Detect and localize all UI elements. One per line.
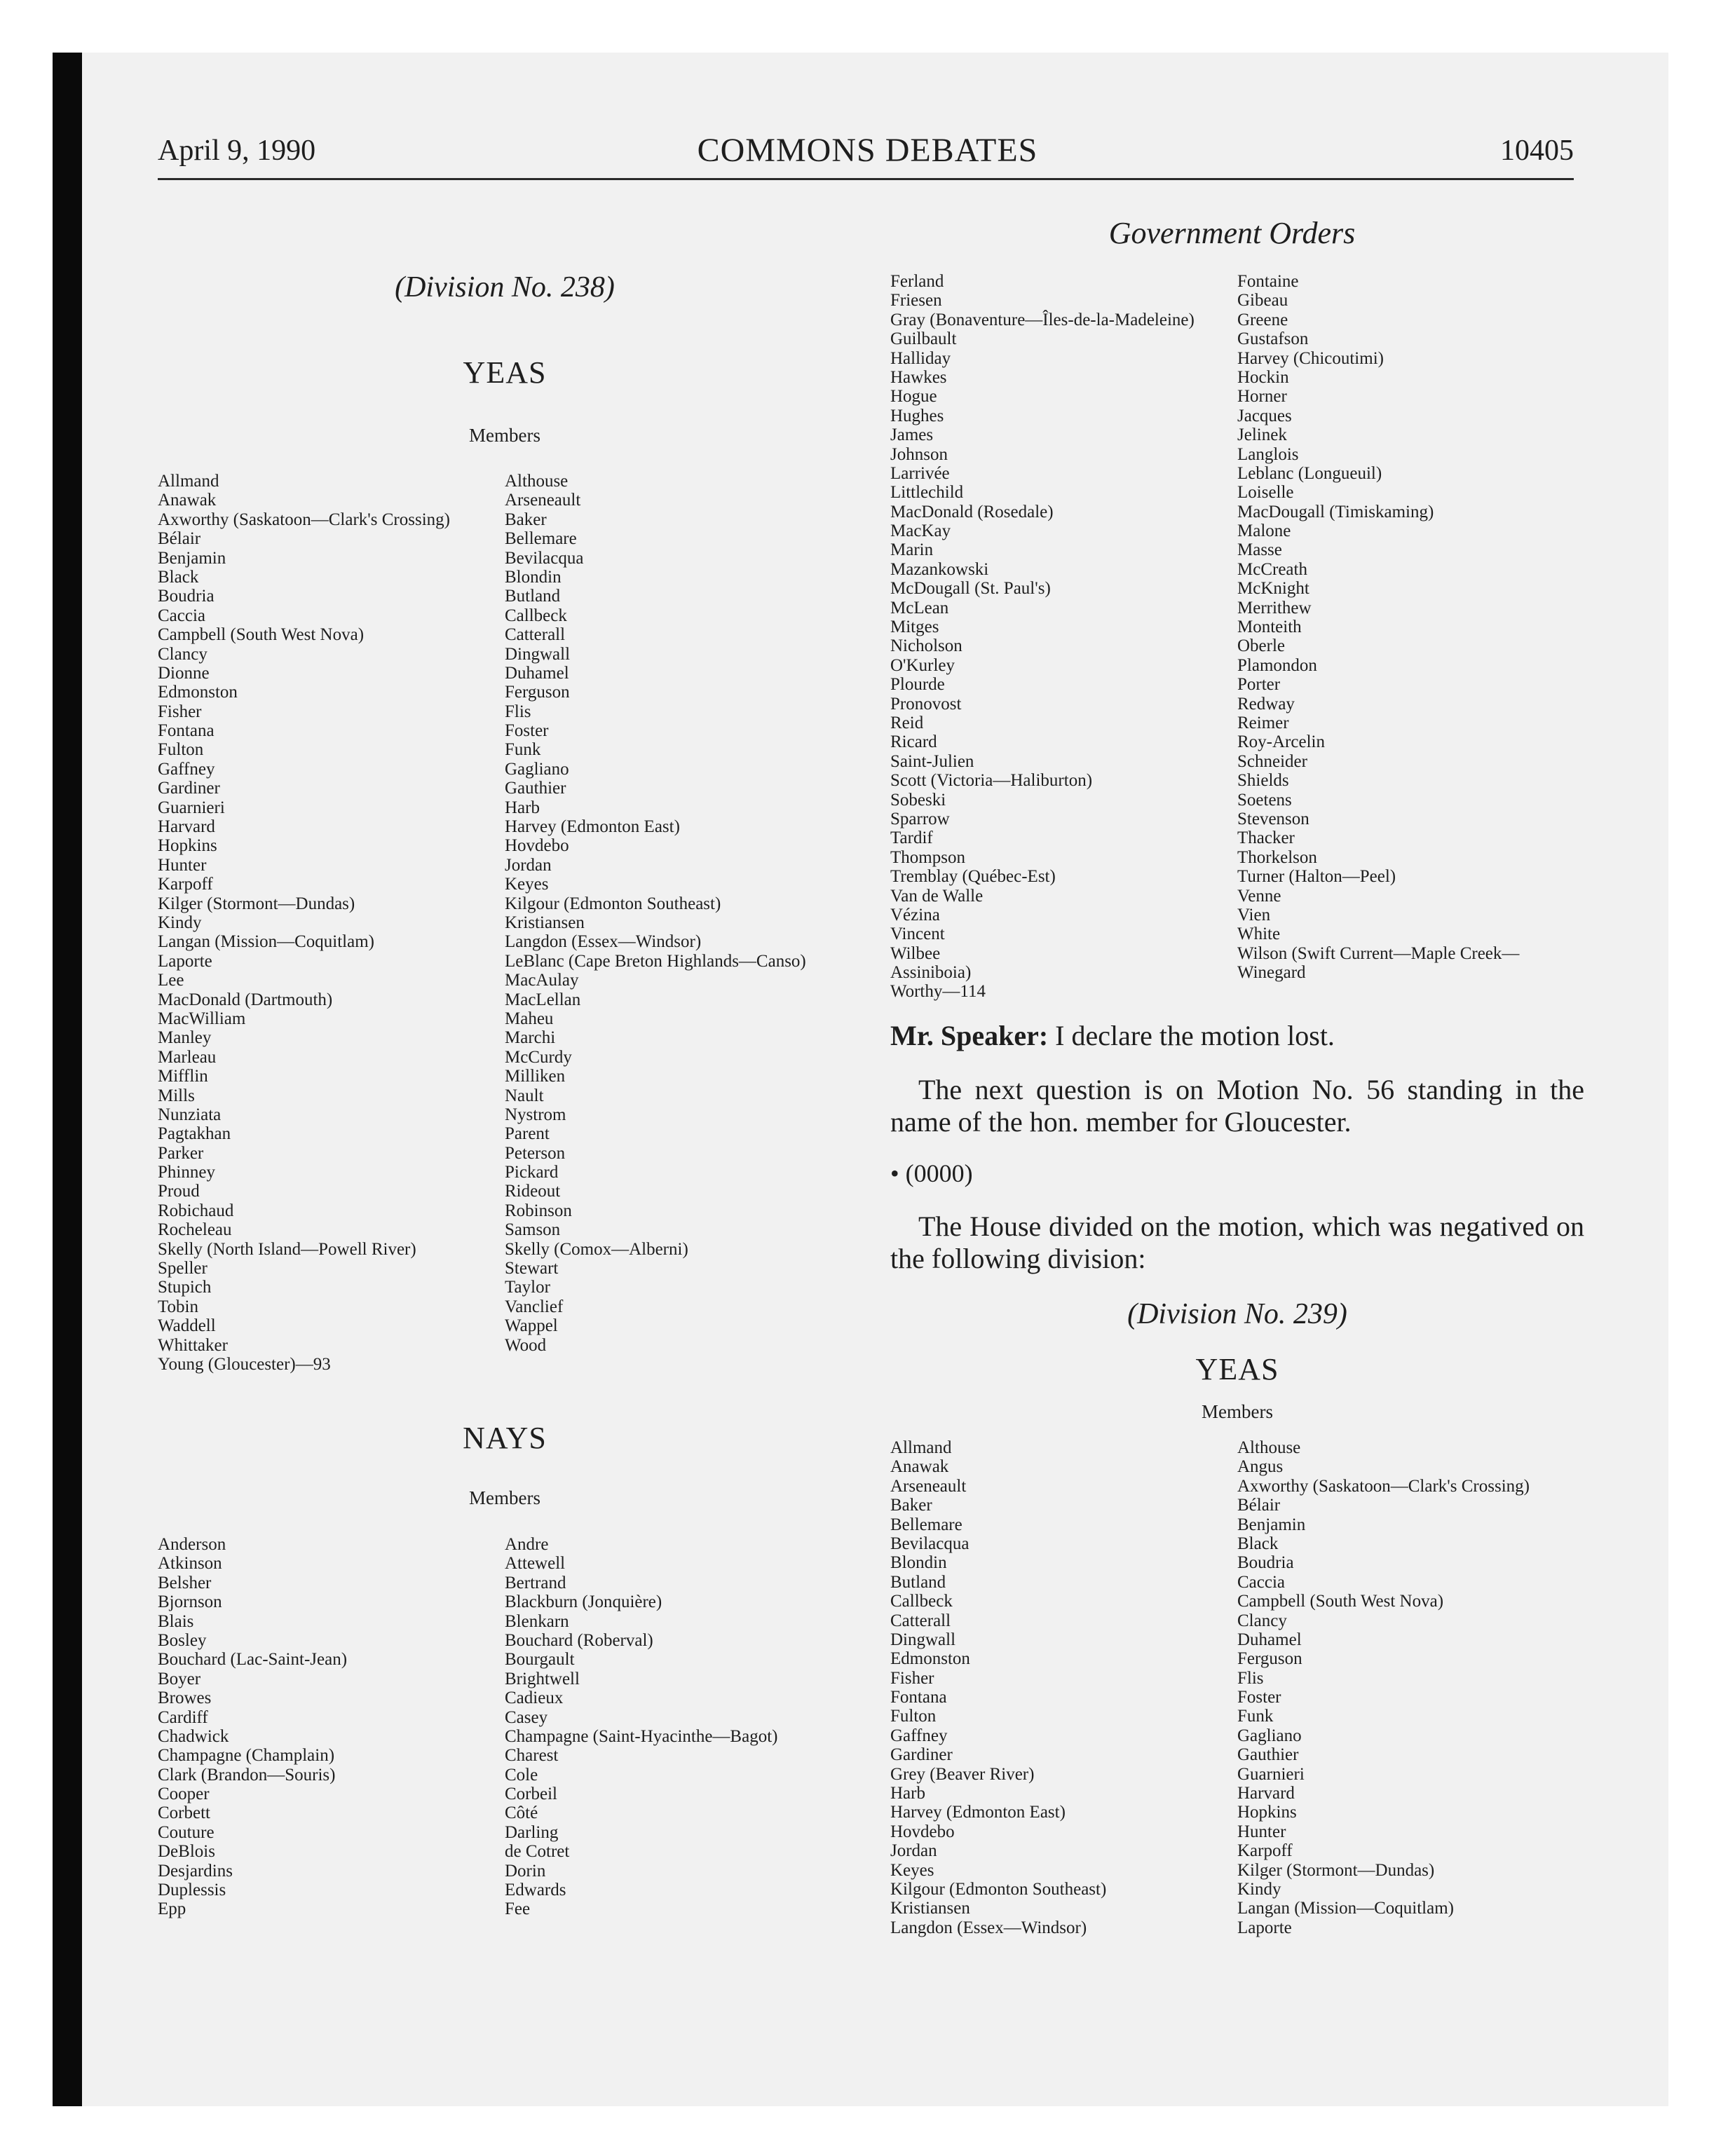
member-name: Van de Walle <box>890 886 984 906</box>
member-name: DeBlois <box>158 1842 215 1862</box>
member-name: Clark (Brandon—Souris) <box>158 1765 336 1785</box>
member-name: Fontana <box>890 1688 947 1707</box>
member-name: Jordan <box>890 1841 937 1861</box>
member-name: Duhamel <box>505 663 569 683</box>
member-name: Grey (Beaver River) <box>890 1764 1035 1784</box>
member-name: Jordan <box>505 855 552 875</box>
member-name: Merrithew <box>1237 598 1312 618</box>
member-name: Campbell (South West Nova) <box>158 625 365 645</box>
member-name: Andre <box>505 1535 549 1554</box>
member-name: Stewart <box>505 1259 559 1278</box>
member-name: Althouse <box>505 472 569 491</box>
member-name: Duplessis <box>158 1881 226 1900</box>
member-name: Wilbee <box>890 943 941 963</box>
member-name: MacLellan <box>505 990 581 1009</box>
member-name: Ferland <box>890 272 944 291</box>
member-name: Wappel <box>505 1316 558 1336</box>
member-name: Black <box>1237 1534 1279 1553</box>
member-name: Taylor <box>505 1278 550 1297</box>
member-name: Tobin <box>158 1297 198 1316</box>
member-name: McCreath <box>1237 559 1307 579</box>
member-name: Pickard <box>505 1163 559 1182</box>
member-name: Saint-Julien <box>890 751 974 771</box>
member-name: Foster <box>505 721 549 741</box>
division-238-nays-column-1 <box>158 1535 347 1919</box>
speaker-name: Mr. Speaker: <box>890 1020 1049 1051</box>
member-name: Manley <box>158 1028 212 1048</box>
member-name: MacDougall (Timiskaming) <box>1237 502 1434 521</box>
member-name: Harvard <box>1237 1784 1295 1803</box>
member-name: Parent <box>505 1124 550 1144</box>
member-name: Edmonston <box>158 683 238 702</box>
division-239-yeas-heading: YEAS <box>1195 1352 1279 1386</box>
member-name: Hovdebo <box>890 1822 955 1841</box>
member-name: Kilger (Stormont—Dundas) <box>158 894 355 913</box>
member-name: Hopkins <box>1237 1803 1297 1822</box>
member-name: Hockin <box>1237 367 1289 387</box>
member-name: Pronovost <box>890 694 962 714</box>
member-name: Hunter <box>1237 1822 1286 1841</box>
member-name: Arseneault <box>890 1476 967 1496</box>
member-name: Funk <box>1237 1707 1274 1726</box>
member-name: Shields <box>1237 771 1289 791</box>
member-name: James <box>890 425 934 445</box>
member-name: Chadwick <box>158 1726 229 1746</box>
member-name: Bourgault <box>505 1650 575 1670</box>
member-name: Turner (Halton—Peel) <box>1237 867 1396 887</box>
header-rule <box>158 178 1574 180</box>
member-name: Mills <box>158 1086 195 1105</box>
member-name: Johnson <box>890 444 948 464</box>
member-name: Langdon (Essex—Windsor) <box>890 1918 1087 1937</box>
member-name: Baker <box>890 1496 932 1515</box>
member-name: Mifflin <box>158 1067 208 1086</box>
member-name: Fulton <box>158 740 204 760</box>
member-name: Kristiansen <box>505 913 585 932</box>
member-name: Browes <box>158 1688 212 1708</box>
member-name: Reid <box>890 713 924 732</box>
member-name: Desjardins <box>158 1861 233 1881</box>
division-239-yeas-column-2 <box>1237 1438 1530 1937</box>
member-name: Plourde <box>890 675 945 695</box>
member-name: Gibeau <box>1237 291 1288 311</box>
member-name: Maheu <box>505 1009 554 1028</box>
member-name: Charest <box>505 1746 559 1766</box>
member-name: Fulton <box>890 1707 937 1726</box>
member-name: Bosley <box>158 1630 207 1650</box>
member-name: Anderson <box>158 1535 226 1554</box>
member-name: Nunziata <box>158 1105 222 1124</box>
member-name: McLean <box>890 598 949 618</box>
next-question-paragraph: The next question is on Motion No. 56 standing in the name of the hon. member for Gloucester. <box>890 1074 1584 1138</box>
division-239-yeas-column-1 <box>890 1438 1106 1937</box>
division-238-yeas-heading: YEAS <box>463 355 547 390</box>
member-name: Speller <box>158 1259 207 1278</box>
division-238-nays-column-4 <box>1237 272 1519 982</box>
member-name: Peterson <box>505 1143 566 1163</box>
member-name: Soetens <box>1237 790 1292 810</box>
member-name: Robichaud <box>158 1201 234 1220</box>
member-name: Baker <box>505 510 547 529</box>
member-name: Kindy <box>158 913 202 932</box>
member-name: Côté <box>505 1803 538 1823</box>
member-name: Couture <box>158 1822 215 1842</box>
member-name: Mazankowski <box>890 559 989 579</box>
member-name: Assiniboia) <box>890 963 972 983</box>
member-name: Guilbault <box>890 329 957 349</box>
member-name: Harvey (Chicoutimi) <box>1237 348 1384 368</box>
member-name: Hovdebo <box>505 836 569 856</box>
member-name: MacKay <box>890 521 951 541</box>
member-name: Kilgour (Edmonton Southeast) <box>890 1879 1107 1899</box>
member-name: Laporte <box>158 951 212 971</box>
division-238-nays-members-label: Members <box>469 1487 540 1508</box>
member-name: Proud <box>158 1182 200 1201</box>
member-name: Nystrom <box>505 1105 566 1124</box>
member-name: Clancy <box>1237 1611 1287 1630</box>
member-name: Young (Gloucester)—93 <box>158 1354 331 1374</box>
member-name: Gauthier <box>505 779 566 798</box>
member-name: Thacker <box>1237 828 1295 848</box>
member-name: Kilgour (Edmonton Southeast) <box>505 894 721 913</box>
member-name: Bouchard (Roberval) <box>505 1630 653 1650</box>
member-name: Anawak <box>890 1457 949 1477</box>
member-name: Skelly (North Island—Powell River) <box>158 1239 416 1259</box>
member-name: Champagne (Champlain) <box>158 1746 335 1766</box>
member-name: Venne <box>1237 886 1281 906</box>
member-name: Campbell (South West Nova) <box>1237 1592 1444 1611</box>
member-name: Wilson (Swift Current—Maple Creek— <box>1237 943 1520 963</box>
member-name: Marchi <box>505 1028 556 1048</box>
member-name: Guarnieri <box>158 798 225 817</box>
member-name: Wood <box>505 1335 547 1355</box>
house-divided-paragraph: The House divided on the motion, which was negatived on the following division: <box>890 1210 1584 1274</box>
member-name: Attewell <box>505 1554 566 1574</box>
division-238-yeas-column-1 <box>158 472 450 1374</box>
member-name: Edwards <box>505 1881 566 1900</box>
publication-title: COMMONS DEBATES <box>697 132 1038 169</box>
member-name: Langdon (Essex—Windsor) <box>505 932 702 952</box>
member-name: Tremblay (Québec-Est) <box>890 867 1056 887</box>
member-name: Ricard <box>890 732 937 752</box>
member-name: Duhamel <box>1237 1630 1302 1649</box>
member-name: Rideout <box>505 1182 561 1201</box>
speaker-statement <box>890 1020 1584 1052</box>
member-name: Skelly (Comox—Alberni) <box>505 1239 688 1259</box>
member-name: Stevenson <box>1237 809 1309 828</box>
member-name: Benjamin <box>1237 1515 1306 1534</box>
member-name: Boyer <box>158 1669 201 1688</box>
member-name: Keyes <box>890 1860 934 1880</box>
member-name: Bouchard (Lac-Saint-Jean) <box>158 1650 348 1670</box>
member-name: MacDonald (Rosedale) <box>890 502 1054 521</box>
member-name: Hughes <box>890 406 944 425</box>
member-name: Malone <box>1237 521 1291 541</box>
member-name: Allmand <box>890 1438 952 1457</box>
member-name: Rocheleau <box>158 1220 232 1240</box>
member-name: Gaffney <box>158 759 215 779</box>
division-238-title: (Division No. 238) <box>395 271 615 303</box>
member-name: Gauthier <box>1237 1745 1299 1765</box>
member-name: Harb <box>505 798 540 817</box>
member-name: Loiselle <box>1237 483 1294 503</box>
member-name: Sobeski <box>890 790 946 810</box>
member-name: Harvard <box>158 817 215 837</box>
member-name: Dingwall <box>505 644 571 664</box>
member-name: Whittaker <box>158 1335 228 1355</box>
member-name: Bjornson <box>158 1592 222 1612</box>
member-name: Monteith <box>1237 618 1302 637</box>
member-name: Bertrand <box>505 1573 566 1592</box>
member-name: Porter <box>1237 675 1281 695</box>
member-name: Guarnieri <box>1237 1764 1305 1784</box>
member-name: Halliday <box>890 348 951 368</box>
page-date: April 9, 1990 <box>158 135 316 167</box>
member-name: Corbeil <box>505 1785 557 1804</box>
member-name: Ferguson <box>1237 1649 1302 1669</box>
member-name: Catterall <box>505 625 566 645</box>
member-name: Gustafson <box>1237 329 1309 349</box>
member-name: Boudria <box>158 587 215 606</box>
member-name: Harvey (Edmonton East) <box>890 1803 1066 1822</box>
member-name: Darling <box>505 1822 559 1842</box>
member-name: Boudria <box>1237 1553 1294 1573</box>
member-name: Bélair <box>1237 1496 1281 1515</box>
member-name: Cadieux <box>505 1688 564 1708</box>
member-name: Schneider <box>1237 751 1307 771</box>
division-238-yeas-members-label: Members <box>469 425 540 446</box>
member-name: Robinson <box>505 1201 572 1220</box>
member-name: Belsher <box>158 1573 212 1592</box>
member-name: Greene <box>1237 310 1288 329</box>
member-name: McCurdy <box>505 1047 572 1067</box>
member-name: MacDonald (Dartmouth) <box>158 990 333 1009</box>
member-name: Waddell <box>158 1316 216 1336</box>
member-name: Plamondon <box>1237 655 1317 675</box>
member-name: Bevilacqua <box>890 1534 969 1553</box>
member-name: Vien <box>1237 905 1271 925</box>
member-name: Fisher <box>158 702 202 721</box>
member-name: Reimer <box>1237 713 1289 732</box>
member-name: Hopkins <box>158 836 217 856</box>
member-name: Flis <box>1237 1668 1264 1688</box>
member-name: Thompson <box>890 847 965 867</box>
member-name: Anawak <box>158 491 217 510</box>
member-name: Gardiner <box>890 1745 953 1765</box>
member-name: Blondin <box>890 1553 947 1573</box>
member-name: Caccia <box>158 606 206 625</box>
member-name: Samson <box>505 1220 561 1240</box>
member-name: McKnight <box>1237 579 1309 599</box>
member-name: Scott (Victoria—Haliburton) <box>890 771 1093 791</box>
member-name: Langan (Mission—Coquitlam) <box>158 932 374 952</box>
member-name: Butland <box>890 1572 946 1592</box>
member-name: Kindy <box>1237 1879 1281 1899</box>
member-name: McDougall (St. Paul's) <box>890 579 1051 599</box>
member-name: Kristiansen <box>890 1899 970 1918</box>
division-238-yeas-column-2 <box>505 472 806 1355</box>
member-name: Brightwell <box>505 1669 580 1688</box>
member-name: Althouse <box>1237 1438 1301 1457</box>
member-name: Larrivée <box>890 463 950 483</box>
member-name: Allmand <box>158 472 219 491</box>
member-name: Stupich <box>158 1278 212 1297</box>
section-heading: Government Orders <box>1108 216 1356 250</box>
member-name: Masse <box>1237 540 1282 560</box>
member-name: Axworthy (Saskatoon—Clark's Crossing) <box>1237 1476 1530 1496</box>
member-name: Angus <box>1237 1457 1284 1477</box>
division-239-yeas-members-label: Members <box>1202 1401 1273 1422</box>
member-name: Langan (Mission—Coquitlam) <box>1237 1899 1454 1918</box>
member-name: Milliken <box>505 1067 566 1086</box>
member-name: Cardiff <box>158 1707 208 1727</box>
member-name: Laporte <box>1237 1918 1292 1937</box>
member-name: Karpoff <box>158 875 213 894</box>
member-name: Winegard <box>1237 963 1306 983</box>
member-name: Jacques <box>1237 406 1292 425</box>
member-name: de Cotret <box>505 1842 570 1862</box>
member-name: Marin <box>890 540 934 560</box>
member-name: Vanclief <box>505 1297 564 1316</box>
member-name: Jelinek <box>1237 425 1287 445</box>
member-name: Langlois <box>1237 444 1299 464</box>
member-name: Vincent <box>890 925 945 944</box>
member-name: Worthy—114 <box>890 982 986 1002</box>
page-number: 10405 <box>1500 135 1574 167</box>
member-name: Harvey (Edmonton East) <box>505 817 680 837</box>
member-name: Bélair <box>158 529 201 549</box>
member-name: Gardiner <box>158 779 220 798</box>
member-name: Kilger (Stormont—Dundas) <box>1237 1860 1435 1880</box>
member-name: White <box>1237 925 1281 944</box>
member-name: Karpoff <box>1237 1841 1293 1861</box>
member-name: Gaffney <box>890 1726 948 1745</box>
member-name: Gagliano <box>1237 1726 1302 1745</box>
member-name: MacAulay <box>505 971 579 990</box>
member-name: Friesen <box>890 291 942 311</box>
member-name: Dingwall <box>890 1630 956 1649</box>
member-name: LeBlanc (Cape Breton Highlands—Canso) <box>505 951 806 971</box>
member-name: Black <box>158 567 199 587</box>
member-name: Leblanc (Longueuil) <box>1237 463 1382 483</box>
member-name: Butland <box>505 587 561 606</box>
member-name: Fontana <box>158 721 215 741</box>
member-name: Mitges <box>890 618 939 637</box>
member-name: Fontaine <box>1237 272 1299 291</box>
timestamp-marker: • (0000) <box>890 1159 973 1187</box>
member-name: Blackburn (Jonquière) <box>505 1592 662 1612</box>
member-name: Cole <box>505 1765 538 1785</box>
member-name: Pagtakhan <box>158 1124 231 1144</box>
member-name: Corbett <box>158 1803 210 1823</box>
member-name: Funk <box>505 740 541 760</box>
member-name: Harb <box>890 1784 925 1803</box>
member-name: Flis <box>505 702 531 721</box>
member-name: Benjamin <box>158 548 226 568</box>
member-name: Bellemare <box>505 529 577 549</box>
member-name: Hogue <box>890 387 937 407</box>
speaker-text: I declare the motion lost. <box>1055 1020 1335 1051</box>
member-name: Edmonston <box>890 1649 970 1669</box>
division-238-nays-column-3 <box>890 272 1195 1002</box>
member-name: Fisher <box>890 1668 934 1688</box>
member-name: Blondin <box>505 567 562 587</box>
member-name: Tardif <box>890 828 933 848</box>
member-name: Parker <box>158 1143 204 1163</box>
member-name: Phinney <box>158 1163 215 1182</box>
member-name: Cooper <box>158 1785 210 1804</box>
division-239-title: (Division No. 239) <box>1127 1298 1347 1330</box>
member-name: Marleau <box>158 1047 217 1067</box>
member-name: Caccia <box>1237 1572 1286 1592</box>
member-name: Nault <box>505 1086 544 1105</box>
member-name: Bellemare <box>890 1515 962 1534</box>
member-name: Sparrow <box>890 809 950 828</box>
member-name: Champagne (Saint-Hyacinthe—Bagot) <box>505 1726 778 1746</box>
member-name: Blais <box>158 1611 194 1631</box>
member-name: Hunter <box>158 855 207 875</box>
member-name: Horner <box>1237 387 1287 407</box>
member-name: Clancy <box>158 644 207 664</box>
member-name: Gagliano <box>505 759 569 779</box>
member-name: Vézina <box>890 905 940 925</box>
member-name: Callbeck <box>890 1592 953 1611</box>
member-name: O'Kurley <box>890 655 955 675</box>
member-name: Roy-Arcelin <box>1237 732 1325 752</box>
member-name: Foster <box>1237 1688 1281 1707</box>
member-name: Casey <box>505 1707 548 1727</box>
member-name: Gray (Bonaventure—Îles-de-la-Madeleine) <box>890 310 1195 329</box>
member-name: Dorin <box>505 1861 546 1881</box>
member-name: Callbeck <box>505 606 567 625</box>
member-name: Epp <box>158 1899 186 1919</box>
member-name: Atkinson <box>158 1554 222 1574</box>
member-name: Arseneault <box>505 491 581 510</box>
member-name: Lee <box>158 971 184 990</box>
member-name: Thorkelson <box>1237 847 1317 867</box>
member-name: Blenkarn <box>505 1611 569 1631</box>
member-name: Axworthy (Saskatoon—Clark's Crossing) <box>158 510 450 529</box>
member-name: Keyes <box>505 875 549 894</box>
member-name: Nicholson <box>890 636 962 656</box>
member-name: Littlechild <box>890 483 964 503</box>
division-238-nays-column-2 <box>505 1535 777 1919</box>
member-name: MacWilliam <box>158 1009 246 1028</box>
member-name: Redway <box>1237 694 1295 714</box>
member-name: Fee <box>505 1899 531 1919</box>
member-name: Oberle <box>1237 636 1286 656</box>
member-name: Hawkes <box>890 367 947 387</box>
division-238-nays-heading: NAYS <box>463 1421 547 1455</box>
member-name: Catterall <box>890 1611 951 1630</box>
member-name: Dionne <box>158 663 210 683</box>
member-name: Ferguson <box>505 683 570 702</box>
member-name: Bevilacqua <box>505 548 584 568</box>
